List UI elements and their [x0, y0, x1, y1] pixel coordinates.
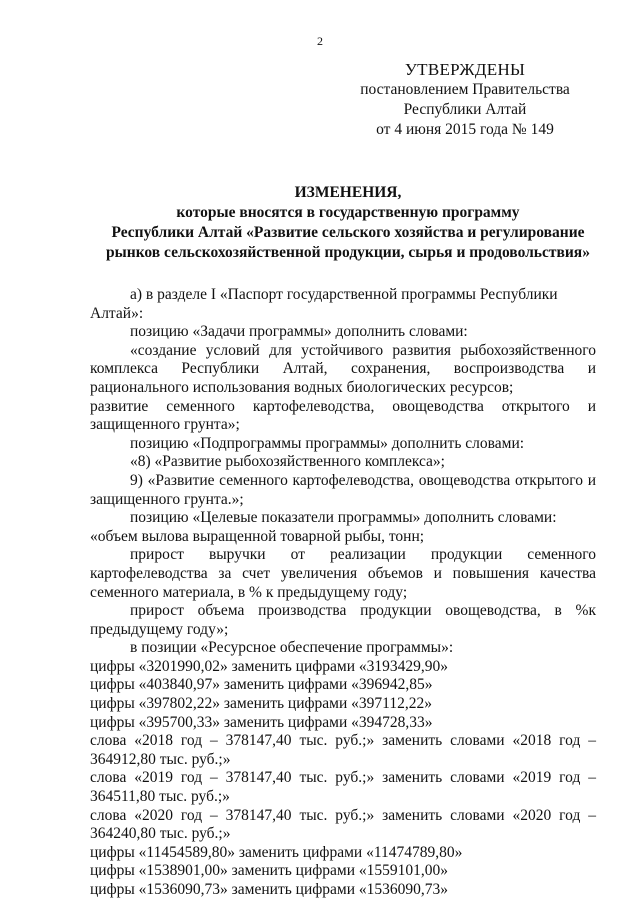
approval-date: от 4 июня 2015 года № 149 — [376, 121, 554, 138]
paragraph: «8) «Развитие рыбохозяйственного комплекса»; — [130, 453, 445, 471]
replacement-line: цифры «403840,97» заменить цифрами «396942,85» — [90, 676, 433, 694]
approval-line: постановлением Правительства — [360, 81, 570, 98]
paragraph: позицию «Целевые показатели программы» дополнить словами: — [130, 509, 557, 527]
title-line: Республики Алтай «Развитие сельского хозяйства и регулирование — [111, 224, 585, 241]
paragraph: 9) «Развитие семенного картофелеводства, овощеводства открытого и защищенного грунта.»; — [90, 471, 596, 508]
paragraph: прирост объема производства продукции овощеводства, в %к предыдущему году»; — [90, 602, 596, 638]
paragraph: «объем вылова выращенной товарной рыбы, тонн; — [90, 527, 425, 545]
title-line: ИЗМЕНЕНИЯ, — [294, 184, 402, 201]
paragraph: в позиции «Ресурсное обеспечение программы»: — [130, 639, 454, 657]
title-line: которые вносятся в государственную программу — [176, 204, 520, 221]
replacement-line: цифры «397802,22» заменить цифрами «397112,22» — [90, 695, 432, 713]
replacement-line: слова «2019 год – 378147,40 тыс. руб.;» заменить словами «2019 год – 364511,80 тыс. руб.;» — [90, 769, 596, 806]
document-body — [90, 286, 596, 900]
approval-line: Республики Алтай — [403, 101, 527, 118]
page-number: 2 — [317, 34, 323, 48]
replacement-line: цифры «3201990,02» заменить цифрами «3193429,90» — [90, 657, 449, 675]
paragraph: прирост выручки от реализации продукции семенного картофелеводства за счет увеличения объемов и повышения качества семенного материала, в % к предыдущему году; — [90, 546, 596, 601]
replacement-line: цифры «11454589,80» заменить цифрами «11474789,80» — [90, 843, 463, 861]
paragraph: развитие семенного картофелеводства, овощеводства открытого и защищенного грунта»; — [90, 397, 596, 434]
paragraph: а) в разделе I «Паспорт государственной программы Республики Алтай»: — [90, 286, 558, 322]
replacement-line: цифры «395700,33» заменить цифрами «394728,33» — [90, 713, 433, 731]
replacement-line: слова «2020 год – 378147,40 тыс. руб.;» заменить словами «2020 год – 364240,80 тыс. руб.;» — [90, 806, 596, 843]
paragraph: позицию «Подпрограммы программы» дополнить словами: — [130, 434, 525, 452]
replacement-line: слова «2018 год – 378147,40 тыс. руб.;» заменить словами «2018 год – 364912,80 тыс. руб.;» — [90, 732, 596, 768]
approval-block — [360, 60, 570, 140]
paragraph: «создание условий для устойчивого развития рыбохозяйственного комплекса Республики Алтай, сохранения, воспроизводства и рационального использования водных биологических ресурсов; — [90, 341, 596, 396]
document-title — [88, 183, 608, 263]
replacement-line: цифры «1536090,73» заменить цифрами «1536090,73» — [90, 881, 449, 898]
approval-heading: УТВЕРЖДЕНЫ — [404, 60, 526, 79]
paragraph: позицию «Задачи программы» дополнить словами: — [130, 323, 468, 341]
title-line: рынков сельскохозяйственной продукции, сырья и продовольствия» — [106, 244, 590, 261]
replacement-line: цифры «1538901,00» заменить цифрами «1559101,00» — [90, 862, 449, 880]
